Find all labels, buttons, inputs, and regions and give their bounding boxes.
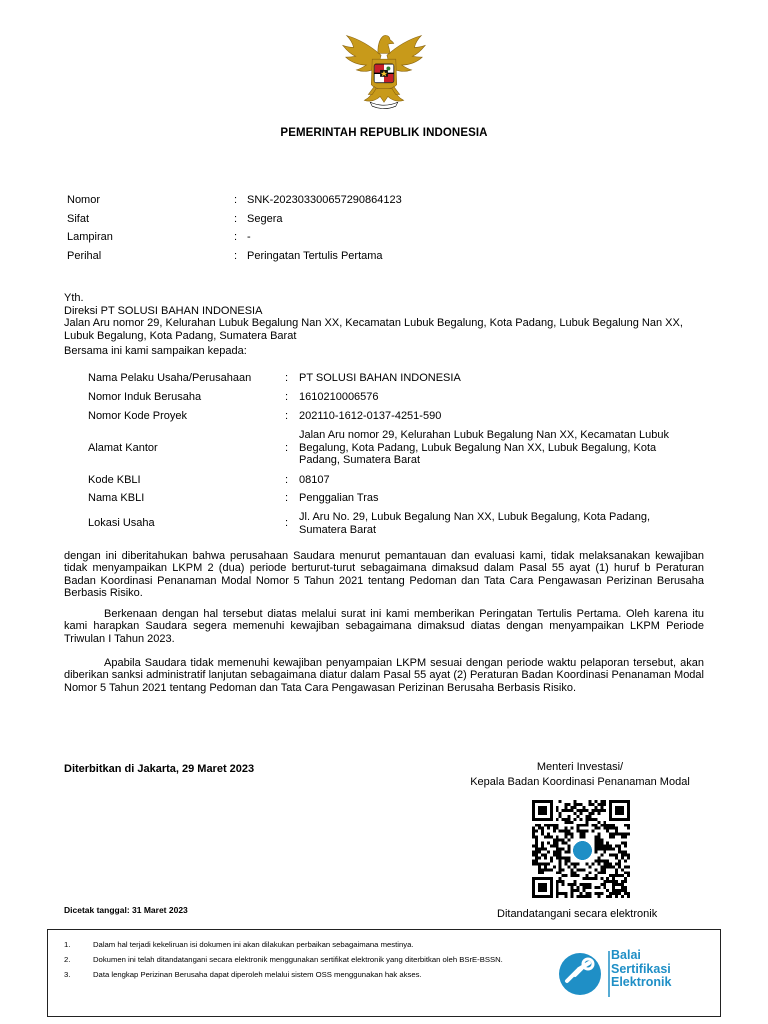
meta-label: Nomor	[67, 194, 101, 206]
footer-note	[64, 970, 534, 980]
meta-colon: :	[234, 249, 238, 262]
detail-colon: :	[285, 442, 289, 454]
footer-notes-box	[47, 929, 721, 1017]
detail-value: Penggalian Tras	[299, 492, 379, 504]
body-paragraph-3: Apabila Saudara tidak memenuhi kewajiban penyampaian LKPM sesuai dengan periode waktu pelaporan tersebut, akan diberikan sanksi administratif lanjutan sebagaimana diatur dalam Pasal 55 ayat (2) Peraturan Badan Koordinasi Penanaman Modal Nomor 5 Tahun 2021 tentang Pedoman dan Tata Cara Pengawasan Perizinan Berusaha Berbasis Risiko.	[64, 657, 704, 694]
detail-label: Alamat Kantor	[88, 442, 158, 454]
detail-label: Nomor Induk Berusaha	[88, 391, 202, 403]
detail-colon: :	[285, 492, 289, 504]
signatory-title	[420, 760, 740, 789]
footer-note	[64, 940, 534, 950]
detail-colon: :	[285, 410, 289, 422]
detail-colon: :	[285, 474, 289, 486]
recipient-block	[64, 292, 704, 342]
detail-value: Jalan Aru nomor 29, Kelurahan Lubuk Begalung Nan XX, Kecamatan Lubuk Begalung, Kota Padang, Lubuk Begalung Nan XX, Lubuk Begalung, Kota Padang, Sumatera Barat	[299, 429, 669, 466]
meta-colon: :	[234, 194, 238, 206]
government-heading: PEMERINTAH REPUBLIK INDONESIA	[280, 127, 488, 139]
note-text: Dokumen ini telah ditandatangani secara elektronik menggunakan sertifikat elektronik yang diterbitkan oleh BSrE-BSSN.	[93, 955, 503, 964]
note-text: Data lengkap Perizinan Berusaha dapat diperoleh melalui sistem OSS menggunakan hak akses.	[93, 970, 422, 979]
qr-code-icon	[532, 800, 630, 898]
detail-label: Nama KBLI	[88, 492, 145, 504]
footer-note	[64, 955, 534, 965]
meta-label: Perihal	[67, 249, 102, 262]
meta-colon: :	[234, 231, 238, 243]
detail-value: Jl. Aru No. 29, Lubuk Begalung Nan XX, Lubuk Begalung, Kota Padang, Sumatera Barat	[299, 511, 651, 536]
detail-colon: :	[285, 391, 289, 403]
detail-label: Nama Pelaku Usaha/Perusahaan	[88, 372, 252, 384]
note-number: 1.	[64, 940, 71, 949]
detail-value: 08107	[299, 474, 330, 486]
meta-value: SNK-202303300657290864123	[247, 194, 402, 206]
signatory-title-line-2: Kepala Badan Koordinasi Penanaman Modal	[470, 775, 690, 788]
intro-text: Bersama ini kami sampaikan kepada:	[64, 345, 247, 357]
detail-label: Kode KBLI	[88, 474, 141, 486]
logo-line-1: Balai	[611, 948, 641, 962]
garuda-emblem-icon	[335, 18, 433, 116]
detail-colon: :	[285, 517, 289, 529]
body-paragraph-1: dengan ini diberitahukan bahwa perusahaan Saudara menurut pemantauan dan evaluasi kami, tidak melaksanakan kewajiban tidak menyampaikan LKPM 2 (dua) periode berturut-turut sebagaimana dimaksud dalam Pasal 55 ayat (1) huruf b Peraturan Badan Koordinasi Penanaman Modal Nomor 5 Tahun 2021 tentang Pedoman dan Tata Cara Pengawasan Perizinan Berusaha Berbasis Risiko.	[64, 550, 704, 600]
bsre-logo-text	[611, 949, 671, 990]
logo-line-2: Sertifikasi	[611, 961, 671, 976]
printed-date: Dicetak tanggal: 31 Maret 2023	[64, 905, 188, 915]
body-paragraph-2: Berkenaan dengan hal tersebut diatas melalui surat ini kami memberikan Peringatan Tertulis Pertama. Oleh karena itu kami harapkan Saudara segera memenuhi kewajiban sebagaimana dimaksud diatas dengan menyampaikan LKPM Periode Triwulan I Tahun 2023.	[64, 608, 704, 645]
salutation: Yth.	[64, 292, 84, 304]
recipient-name: Direksi PT SOLUSI BAHAN INDONESIA	[64, 304, 263, 317]
note-text: Dalam hal terjadi kekeliruan isi dokumen ini akan dilakukan perbaikan sebagaimana mestinya.	[93, 940, 414, 949]
note-number: 3.	[64, 970, 71, 979]
logo-line-3: Elektronik	[611, 975, 672, 989]
footer-notes-list	[64, 940, 534, 985]
recipient-address: Jalan Aru nomor 29, Kelurahan Lubuk Begalung Nan XX, Kecamatan Lubuk Begalung, Kota Padang, Lubuk Begalung Nan XX, Lubuk Begalung, Kota Padang, Sumatera Barat	[64, 317, 683, 342]
issued-date: Diterbitkan di Jakarta, 29 Maret 2023	[64, 763, 255, 775]
detail-value: 202110-1612-0137-4251-590	[299, 410, 442, 422]
detail-colon: :	[285, 372, 289, 384]
meta-value: -	[247, 231, 251, 243]
meta-colon: :	[234, 212, 238, 225]
note-number: 2.	[64, 955, 71, 964]
meta-label: Sifat	[67, 212, 90, 225]
meta-value: Peringatan Tertulis Pertama	[247, 249, 383, 262]
signatory-title-line-1: Menteri Investasi/	[536, 761, 624, 773]
detail-label: Lokasi Usaha	[88, 517, 155, 529]
meta-label: Lampiran	[67, 231, 113, 243]
signed-electronically-note: Ditandatangani secara elektronik	[497, 908, 658, 920]
detail-value: PT SOLUSI BAHAN INDONESIA	[299, 372, 461, 384]
detail-value: 1610210006576	[299, 391, 379, 403]
meta-value: Segera	[247, 212, 283, 225]
detail-label: Nomor Kode Proyek	[88, 410, 188, 422]
